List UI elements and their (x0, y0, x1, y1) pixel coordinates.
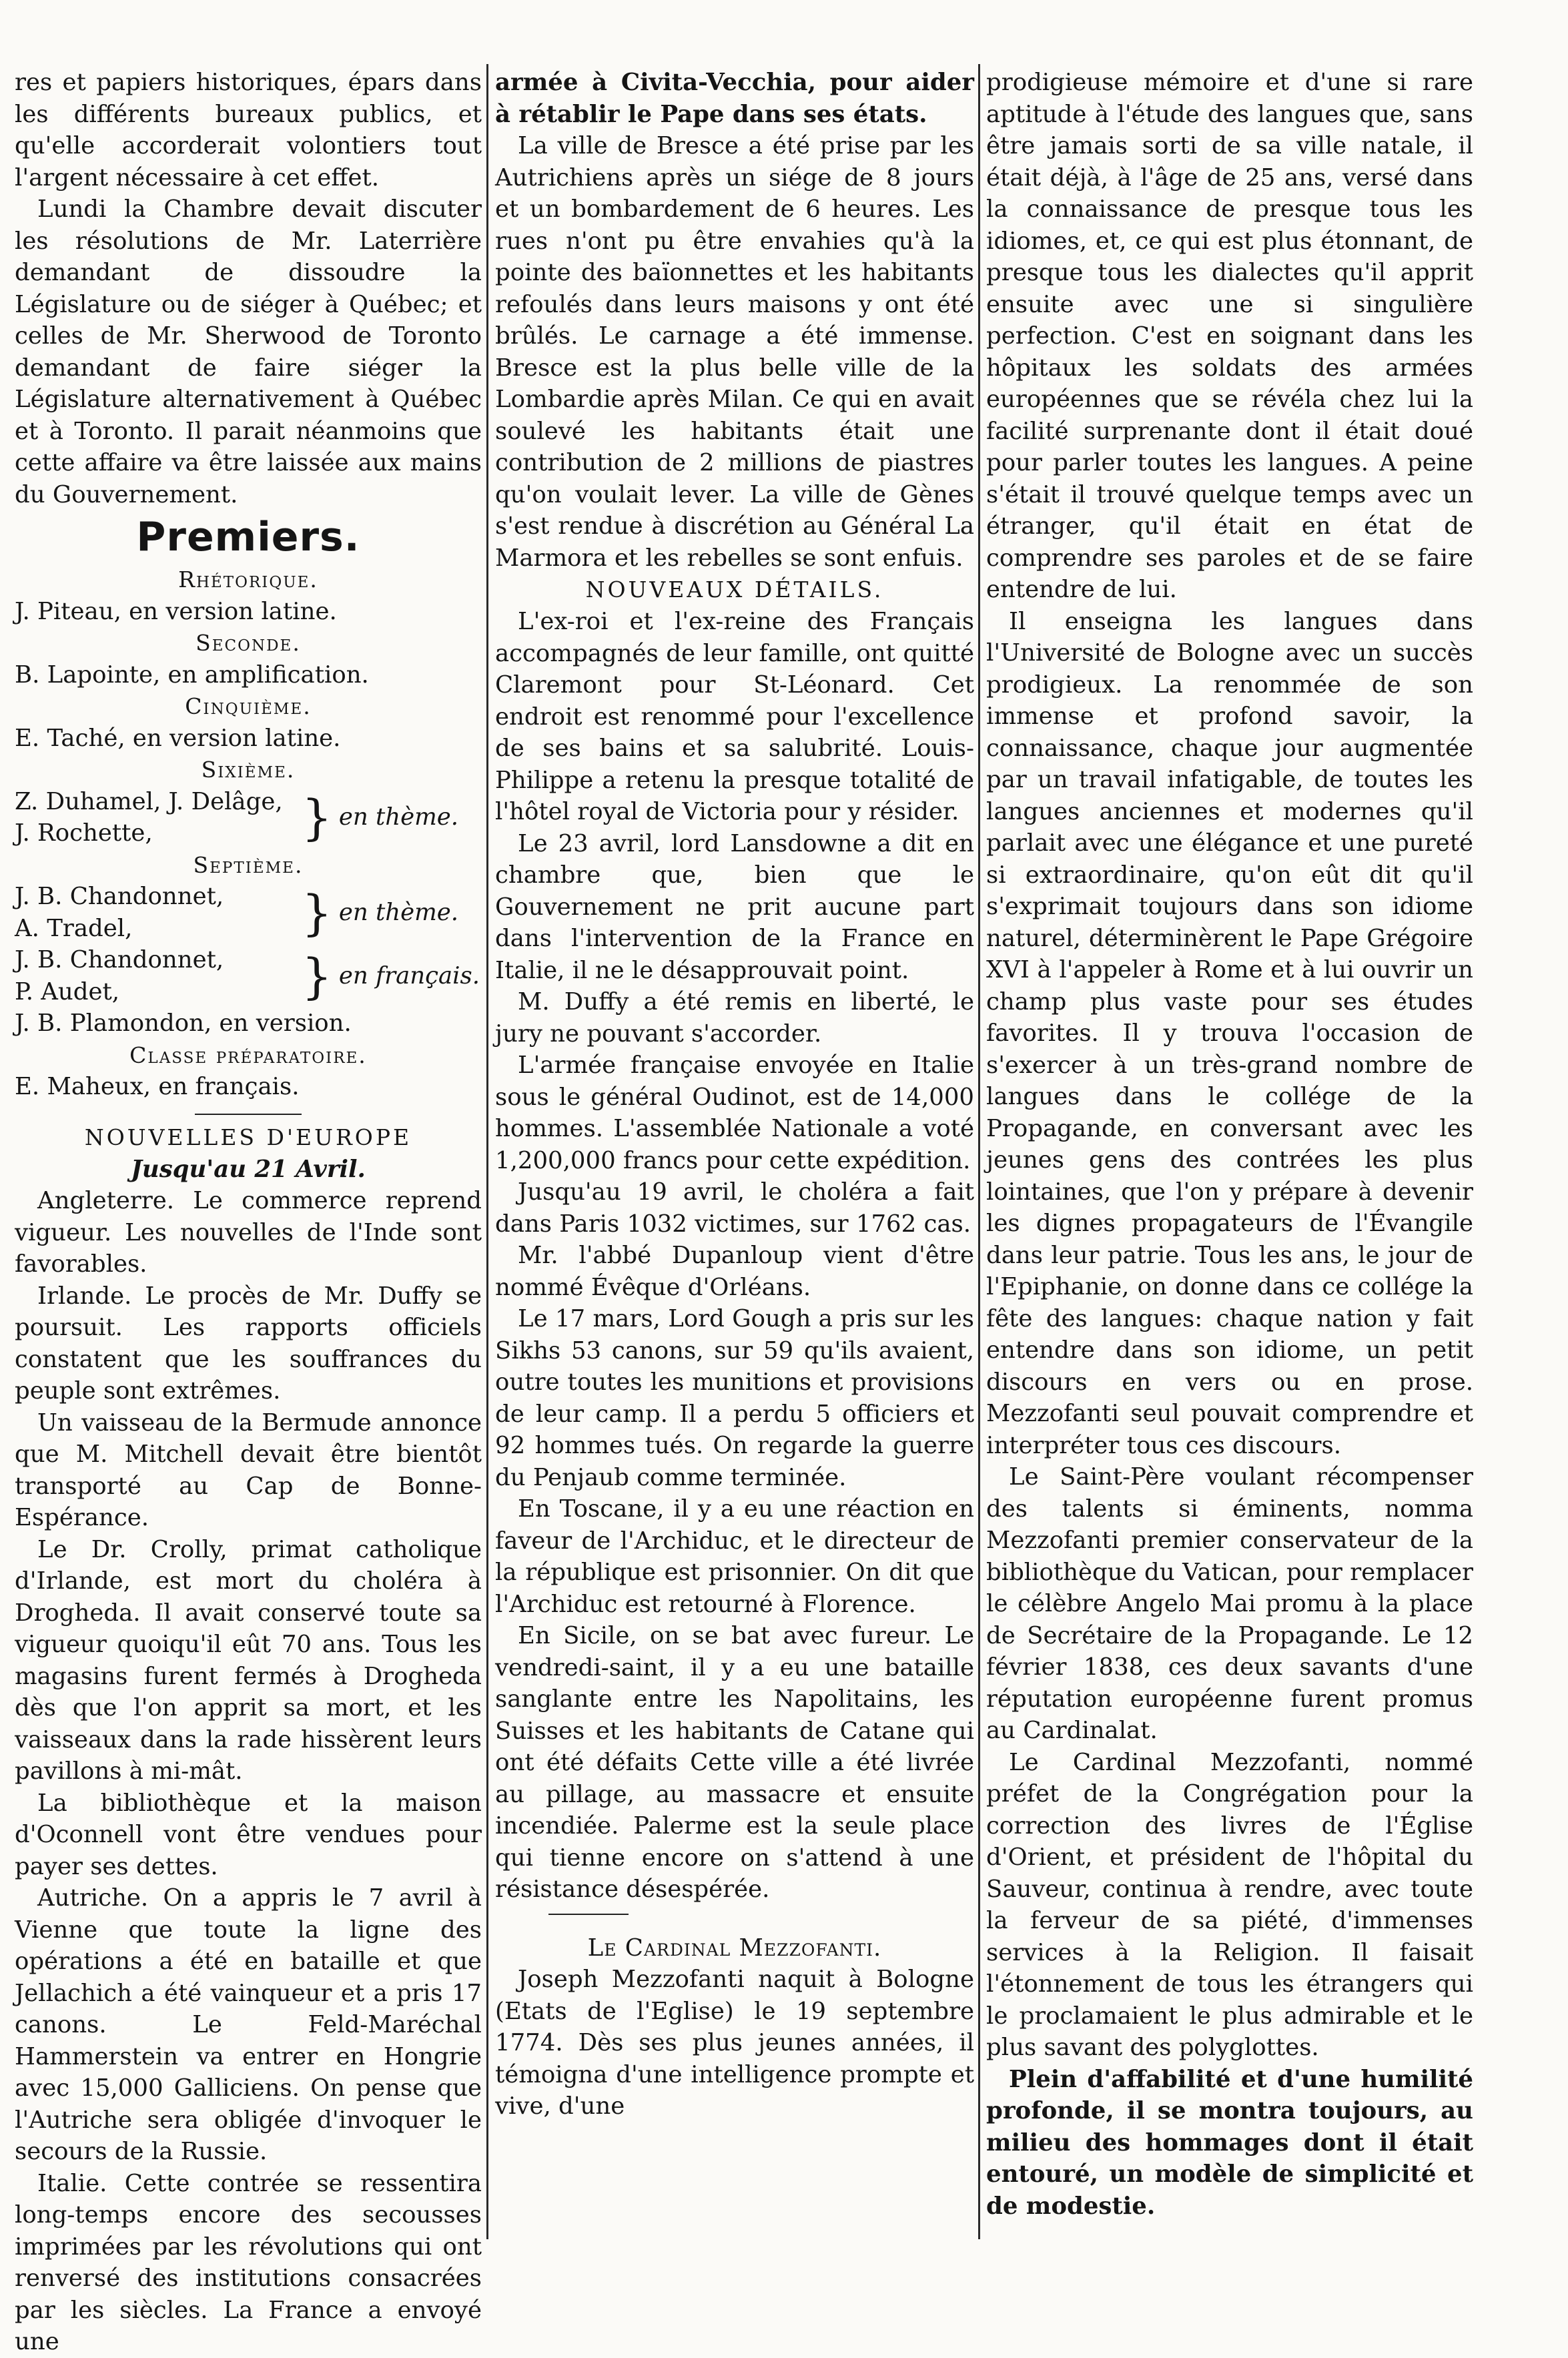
premiers-heading: Premiers. (136, 514, 360, 560)
group-label: en thème. (338, 803, 459, 831)
rank-classe-preparatoire: Classe préparatoire. (129, 1042, 367, 1068)
paragraph-exroi: L'ex-roi et l'ex-reine des Français accompagnés de leur famille, ont quitté Claremont pour St-Léonard. Cet endroit est renommé pour l'excellence de ses bains et sa salubrité. Louis-Philippe a retenu la presque totalité de l'hôtel royal de Victoria pour y résider. (495, 608, 974, 825)
brace-glyph: } (302, 947, 332, 1004)
paragraph-oconnell: La bibliothèque et la maison d'Oconnell vont être vendues pour payer ses dettes. (15, 1789, 482, 1880)
student-group (15, 944, 482, 1008)
torn-left-edge (0, 67, 11, 2202)
column-rule-1 (486, 64, 488, 2239)
brace-glyph: } (302, 789, 332, 845)
student-line: J. B. Chandonnet, (15, 946, 224, 973)
group-label: en français. (338, 961, 480, 990)
rank-sixieme: Sixième. (201, 757, 296, 783)
paragraph-angleterre: Angleterre. Le commerce reprend vigueur. Les nouvelles de l'Inde sont favorables. (15, 1187, 482, 1278)
paragraph-enseigna: Il enseigna les langues dans l'Université de Bologne avec un succès prodigieux. La renommée de son immense et profond savoir, la connaissance, chaque jour augmentée par un travail infatigable, de toutes les langues anciennes et modernes qu'il parlait avec une élégance et une pureté si extraordinaire, qu'on eût dit qu'il s'exprimait toujours dans son idiome naturel, déterminèrent le Pape Grégoire XVI à l'appeler à Rome et à lui ouvrir un champ plus vaste pour ses études favorites. Il y trouva l'occasion de s'exercer à un très-grand nombre de langues dans le collége de la Propagande, en conversant avec les jeunes gens des contrées les plus lointaines, que l'on y prépare à devenir les dignes propagateurs de l'Évangile dans leur patrie. Tous les ans, le jour de l'Epiphanie, on donne dans ce collége la fête des langues: chaque nation y fait entendre dans son idiome, un petit discours en vers ou en prose. Mezzofanti seul pouvait comprendre et interpréter tous ces discours. (986, 607, 1473, 1459)
paragraph-stpere: Le Saint-Père voulant récompenser des talents si éminents, nomma Mezzofanti premier conservateur de la bibliothèque du Vatican, pour remplacer le célèbre Angelo Mai promu à la place de Secrétaire de la Propagande. Le 12 février 1838, ces deux savants d'une réputation européenne furent promus au Cardinalat. (986, 1463, 1473, 1744)
student-line: A. Tradel, (15, 914, 133, 942)
paragraph-crolly: Le Dr. Crolly, primat catholique d'Irlande, est mort du choléra à Drogheda. Il avait conservé toute sa vigueur quoiqu'il eût 70 ans. Tous les magasins furent fermés à Drogheda dès que l'on apprit sa mort, et les vaisseaux dans la rade hissèrent leurs pavillons à mi-mât. (15, 1535, 482, 1785)
paragraph-italie: Italie. Cette contrée se ressentira long-temps encore des secousses imprimées par les révolutions qui ont renversé des institutions consacrées par les siècles. La France a envoyé une (15, 2169, 482, 2355)
student-line: E. Maheux, en français. (15, 1073, 300, 1100)
student-line: P. Audet, (15, 977, 120, 1006)
paragraph-civita: armée à Civita-Vecchia, pour aider à rétablir le Pape dans ses états. (495, 69, 974, 128)
nouvelles-heading: NOUVELLES D'EUROPE (84, 1124, 412, 1150)
student-line: Z. Duhamel, J. Delâge, (15, 787, 283, 815)
paragraph-irlande: Irlande. Le procès de Mr. Duffy se poursuit. Les rapports officiels constatent que les souffrances du peuple sont extrêmes. (15, 1282, 482, 1405)
group-label: en thème. (338, 898, 459, 926)
student-line: J. B. Chandonnet, (15, 883, 224, 910)
paragraph-duffy: M. Duffy a été remis en liberté, le jury ne pouvant s'accorder. (495, 988, 974, 1048)
paragraph-sicile: En Sicile, on se bat avec fureur. Le vendredi-saint, il y a eu une bataille sanglante entre les Napolitains, les Suisses et les habitants de Catane qui ont été défaits Cette ville a été livrée au pillage, au massacre et ensuite incendiée. Palerme est la seule place qui tienne encore on s'attend à une résistance désespérée. (495, 1622, 974, 1903)
paragraph-bresce: La ville de Bresce a été prise par les Autrichiens après un siége de 8 jours et un bombardement de 6 heures. Les rues n'ont pu être envahies qu'à la pointe des baïonnettes et les habitants refoulés dans leurs maisons y ont été brûlés. Le carnage a été immense. Bresce est la plus belle ville de la Lombardie après Milan. Ce qui en avait soulevé les habitants était une contribution de 2 millions de piastres qu'on voulait lever. La ville de Gènes s'est rendue à discrétion au Général La Marmora et les rebelles se sont enfuis. (495, 132, 974, 572)
paragraph-dupanloup: Mr. l'abbé Dupanloup vient d'être nommé Évêque d'Orléans. (495, 1242, 974, 1301)
paragraph-autriche: Autriche. On a appris le 7 avril à Vienne que toute la ligne des opérations a été en bataille et que Jellachich a été vainqueur et a pris 17 canons. Le Feld-Maréchal Hammerstein va entrer en Hongrie avec 15,000 Galliciens. On pense que l'Autriche sera obligée d'invoquer le secours de la Russie. (15, 1884, 482, 2165)
rank-septieme: Septième. (193, 851, 304, 878)
column-rule-2 (978, 64, 980, 2239)
paragraph-armee: L'armée française envoyée en Italie sous le général Oudinot, est de 14,000 hommes. L'assemblée Nationale a voté 1,200,000 francs pour cette expédition. (495, 1052, 974, 1174)
column-3 (986, 67, 1473, 2235)
student-line: J. Piteau, en version latine. (15, 597, 337, 625)
paragraph-plein: Plein d'affabilité et d'une humilité profonde, il se montra toujours, au milieu des hommages dont il était entouré, un modèle de simplicité et de modestie. (986, 2065, 1473, 2220)
nouvelles-subheading: Jusqu'au 21 Avril. (131, 1155, 366, 1183)
student-line: J. Rochette, (15, 819, 153, 847)
rank-cinquieme: Cinquième. (185, 693, 312, 719)
paragraph-joseph: Joseph Mezzofanti naquit à Bologne (Etats de l'Eglise) le 19 septembre 1774. Dès ses plus jeunes années, il témoigna d'une intelligence prompte et vive, d'une (495, 1966, 974, 2120)
student-group (15, 881, 482, 944)
rank-rhetorique: Rhétorique. (178, 566, 318, 593)
student-line: B. Lapointe, en amplification. (15, 661, 369, 689)
paragraph-vaisseau: Un vaisseau de la Bermude annonce que M. Mitchell devait être bientôt transporté au Cap de Bonne-Espérance. (15, 1409, 482, 1531)
paragraph-lansdowne: Le 23 avril, lord Lansdowne a dit en chambre que, bien que le Gouvernement ne prit aucune part dans l'intervention de la France en Italie, il ne le désapprouvait point. (495, 829, 974, 984)
paragraph-cholera: Jusqu'au 19 avril, le choléra a fait dans Paris 1032 victimes, sur 1762 cas. (495, 1178, 974, 1238)
column-1 (15, 67, 482, 2355)
rank-seconde: Seconde. (195, 630, 301, 656)
paragraph-gough: Le 17 mars, Lord Gough a pris sur les Sikhs 53 canons, sur 59 qu'ils avaient, outre toutes les munitions et provisions de leur camp. Il a perdu 5 officiers et 92 hommes tués. On regarde la guerre du Penjaub comme terminée. (495, 1305, 974, 1491)
paragraph-chambre: Lundi la Chambre devait discuter les résolutions de Mr. Laterrière demandant de dissoudre la Législature ou de siéger à Québec; et celles de Mr. Sherwood de Toronto demandant de faire siéger la Législature alternativement à Québec et à Toronto. Il parait néanmoins que cette affaire va être laissée aux mains du Gouvernement. (15, 195, 482, 508)
cardinal-heading: Le Cardinal Mezzofanti. (587, 1934, 882, 1962)
column-2 (495, 67, 974, 2235)
paragraph-archives: res et papiers historiques, épars dans les différents bureaux publics, et qu'elle accorderait volontiers tout l'argent nécessaire à cet effet. (15, 69, 482, 191)
section-divider (195, 1114, 302, 1115)
paragraph-prefet: Le Cardinal Mezzofanti, nommé préfet de la Congrégation pour la correction des livres de l'Église d'Orient, et président de l'hôpital du Sauveur, continua à rendre, avec toute la ferveur de sa piété, d'immenses services à la Religion. Il faisait l'étonnement de tous les étrangers qui le proclamaient le plus admirable et le plus savant des polyglottes. (986, 1748, 1473, 2061)
student-line: E. Taché, en version latine. (15, 724, 341, 752)
student-line: J. B. Plamondon, en version. (15, 1010, 352, 1037)
brace-glyph: } (302, 884, 332, 941)
student-group (15, 786, 482, 849)
paragraph-memoire: prodigieuse mémoire et d'une si rare aptitude à l'étude des langues que, sans être jamais sorti de sa ville natale, il était déjà, à l'âge de 25 ans, versé dans la connaissance de presque tous les idiomes, et, ce qui est plus étonnant, de presque tous les dialectes qu'il apprit ensuite avec une si singulière perfection. C'est en soignant dans les hôpitaux les soldats des armées européennes que se révéla chez lui la facilité surprenante dont il était doué pour parler toutes les langues. A peine s'était il trouvé quelque temps avec un étranger, qu'il était en état de comprendre ses paroles et de se faire entendre de lui. (986, 69, 1473, 603)
paragraph-toscane: En Toscane, il y a eu une réaction en faveur de l'Archiduc, et le directeur de la république est prisonnier. On dit que l'Archiduc est retourné à Florence. (495, 1495, 974, 1618)
nouveaux-details-heading: NOUVEAUX DÉTAILS. (585, 576, 884, 603)
